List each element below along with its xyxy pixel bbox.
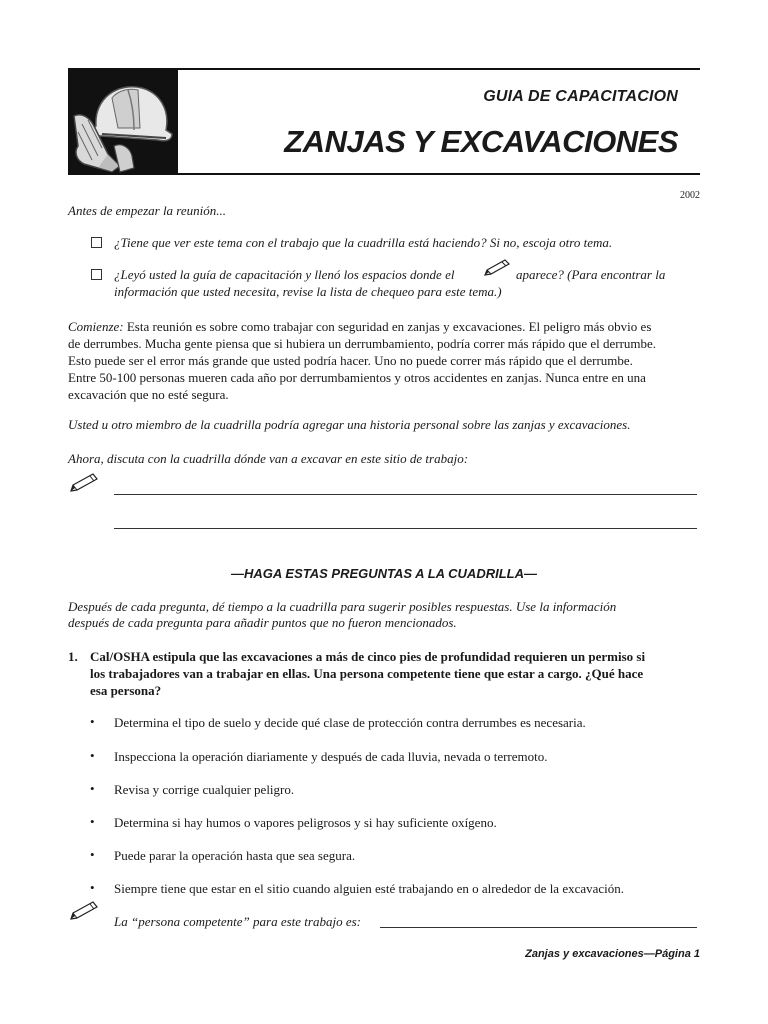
check2-text-b: aparece? (Para encontrar la — [516, 267, 666, 282]
pencil-icon — [68, 900, 100, 927]
list-item: Revisa y corrige cualquier peligro. — [114, 782, 295, 797]
check1-text: ¿Tiene que ver este tema con el trabajo que la cuadrilla está haciendo? Si no, escoja otro tema. — [114, 235, 613, 250]
header-bottom-rule — [178, 173, 700, 175]
list-item: Determina el tipo de suelo y decide qué clase de protección contra derrumbes es necesaria. — [114, 715, 586, 730]
hardhat-gloves-icon — [68, 68, 178, 175]
header-top-rule — [178, 68, 700, 70]
discuss-prompt: Ahora, discuta con la cuadrilla dónde van a excavar en este sitio de trabajo: — [68, 451, 469, 466]
checkbox-topic-relevant[interactable] — [91, 237, 102, 248]
list-item: Inspecciona la operación diariamente y después de cada lluvia, nevada o terremoto. — [114, 749, 548, 764]
instructions-line-2: después de cada pregunta para añadir puntos que no fueron mencionados. — [68, 615, 457, 630]
question-1-line-2: los trabajadores van a trabajar en ellas. Una persona competente tiene que estar a cargo. ¿Qué hace — [90, 666, 644, 681]
comienze-label: Comienze: — [68, 319, 124, 334]
question-1-line-3: esa persona? — [90, 683, 162, 698]
bullet-mark: • — [90, 714, 95, 729]
competent-person-label: La “persona competente” para este trabajo es: — [114, 914, 361, 929]
personal-story-note: Usted u otro miembro de la cuadrilla podría agregar una historia personal sobre las zanjas y excavaciones. — [68, 417, 631, 432]
answer-line-2[interactable] — [114, 528, 697, 529]
question-1-line-1: Cal/OSHA estipula que las excavaciones a más de cinco pies de profundidad requieren un permiso si — [90, 649, 646, 664]
list-item: Puede parar la operación hasta que sea segura. — [114, 848, 356, 863]
year-label: 2002 — [680, 190, 700, 201]
check2-text-c: información que usted necesita, revise la lista de chequeo para este tema.) — [114, 284, 502, 299]
comienze-line-4: Entre 50-100 personas mueren cada año por derrumbamientos y otros accidentes en zanjas. Nunca entre en una — [68, 370, 646, 385]
comienze-line-5: excavación que no esté segura. — [68, 387, 229, 402]
competent-person-line[interactable] — [380, 927, 697, 928]
checkbox-guide-read[interactable] — [91, 269, 102, 280]
bullet-mark: • — [90, 748, 95, 763]
list-item: Siempre tiene que estar en el sitio cuando alguien esté trabajando en o alrededor de la excavación. — [114, 881, 625, 896]
page-footer: Zanjas y excavaciones—Página 1 — [525, 948, 700, 960]
answer-line-1[interactable] — [114, 494, 697, 495]
comienze-line-2: de derrumbes. Mucha gente piensa que si hubiera un derrumbamiento, podría correr más rápido que el derrumbe. — [68, 336, 657, 351]
questions-heading: —HAGA ESTAS PREGUNTAS A LA CUADRILLA— — [231, 566, 537, 581]
instructions-line-1: Después de cada pregunta, dé tiempo a la cuadrilla para sugerir posibles respuestas. Use la información — [68, 599, 617, 614]
page-title: ZANJAS Y EXCAVACIONES — [284, 124, 678, 159]
comienze-paragraph — [68, 318, 708, 403]
before-meeting-label: Antes de empezar la reunión... — [68, 203, 227, 218]
list-item: Determina si hay humos o vapores peligrosos y si hay suficiente oxígeno. — [114, 815, 497, 830]
pencil-icon — [482, 258, 512, 283]
check2-text-a: ¿Leyó usted la guía de capacitación y llenó los espacios donde el — [114, 267, 455, 282]
bullet-mark: • — [90, 847, 95, 862]
pencil-icon — [68, 472, 100, 499]
comienze-line-1: Esta reunión es sobre como trabajar con seguridad en zanjas y excavaciones. El peligro más obvio es — [126, 319, 652, 334]
comienze-line-3: Esto puede ser el error más grande que usted podría hacer. Uno no puede correr más rápido que el derrumbe. — [68, 353, 633, 368]
question-number: 1. — [68, 649, 78, 664]
bullet-mark: • — [90, 814, 95, 829]
guide-kicker: GUIA DE CAPACITACION — [483, 88, 678, 105]
bullet-mark: • — [90, 781, 95, 796]
bullet-mark: • — [90, 880, 95, 895]
